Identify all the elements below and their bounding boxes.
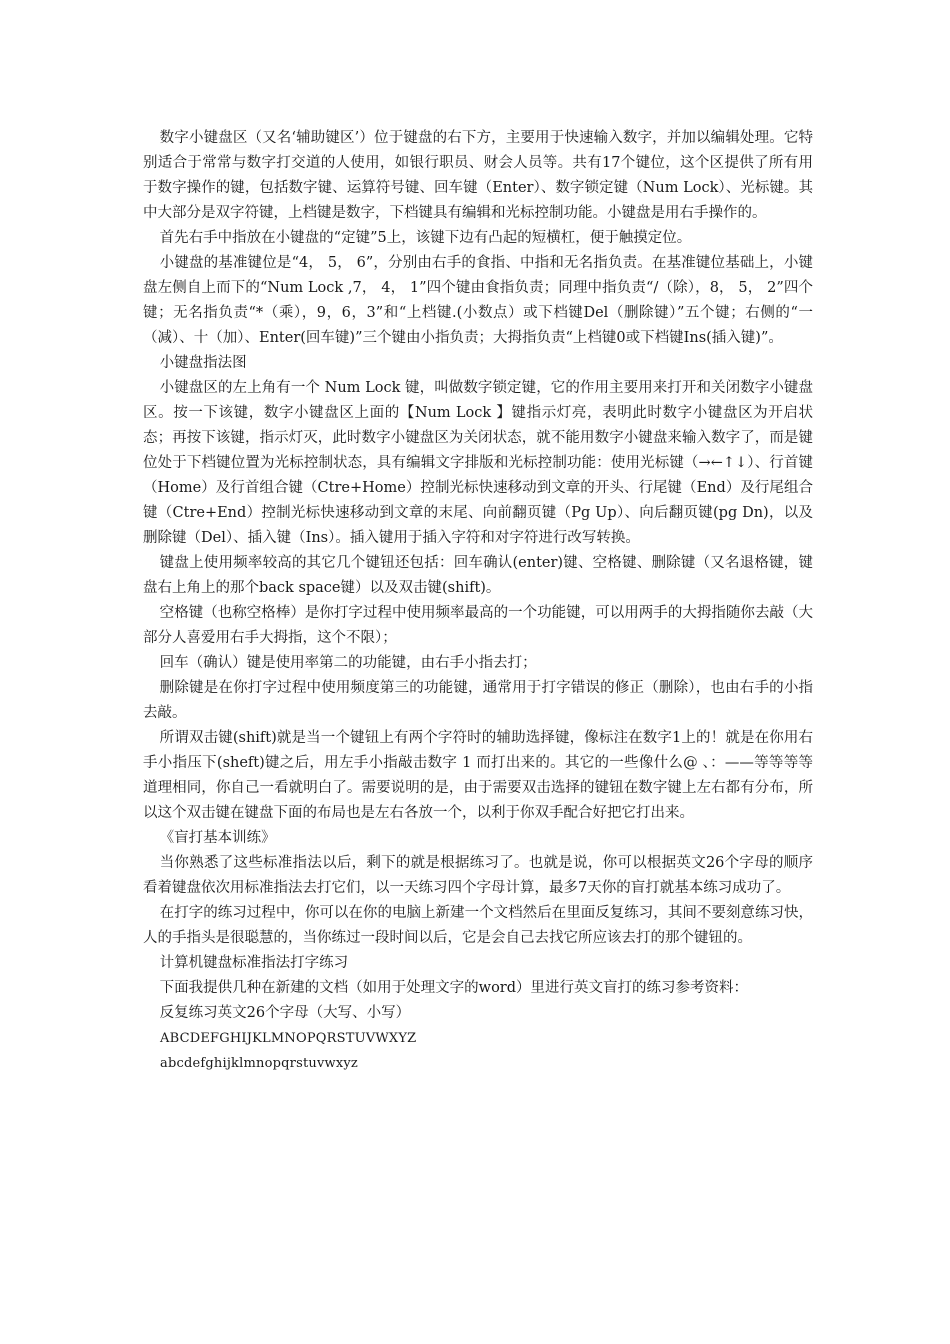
paragraph-shift-key: 所谓双击键(shift)就是当一个键钮上有两个字符时的辅助选择键，像标注在数字1上的！就是在你用右手小指压下(sheft)键之后，用左手小指敲击数字 1 而打出来的。其它的一些像什么@ 、：——等等等等道理相同，你自己一看就明白了。需要说明的是，由于需要双击选择的键钮在数字键上左右都有分布，所以这个双击键在键盘下面的布局也是左右各放一个，以利于你双手配合好把它打出来。 [143, 730, 813, 821]
paragraph-enter-key: 回车（确认）键是使用率第二的功能键，由右手小指去打； [159, 655, 537, 671]
paragraph-base-keys: 小键盘的基准键位是“4， 5， 6”，分别由右手的食指、中指和无名指负责。在基准键位基础上，小键盘左侧自上而下的“Num Lock ,7， 4， 1”四个键由食指负责；同理中指负责“/（除），8， 5， 2”四个键；无名指负责“*（乘），9，6，3”和“上档键.(小数点）或下档键Del（删除键）”五个键；右侧的“一（减）、十（加）、Enter(回车键)”三个键由小指负责；大拇指负责“上档键0或下档键Ins(插入键)”。 [143, 255, 813, 346]
paragraph-delete-key: 删除键是在你打字过程中使用频度第三的功能键，通常用于打字错误的修正（删除），也由右手的小指去敲。 [143, 680, 813, 721]
paragraph-alphabet-instruction: 反复练习英文26个字母（大写、小写） [159, 1005, 411, 1021]
paragraph-practice-tips: 在打字的练习过程中，你可以在你的电脑上新建一个文档然后在里面反复练习，其间不要刻意练习快，人的手指头是很聪慧的，当你练过一段时间以后，它是会自己去找它所应该去打的那个键钮的。 [143, 905, 813, 946]
paragraph-exercise-title: 计算机键盘标准指法打字练习 [159, 955, 349, 971]
paragraph-exercise-intro: 下面我提供几种在新建的文档（如用于处理文字的word）里进行英文盲打的练习参考资料： [159, 980, 749, 996]
paragraph-blind-typing-title: 《盲打基本训练》 [159, 830, 276, 846]
alphabet-uppercase: ABCDEFGHIJKLMNOPQRSTUVWXYZ [160, 1031, 417, 1046]
paragraph-home-key: 首先右手中指放在小键盘的“定键”5上，该键下边有凸起的短横杠，便于触摸定位。 [159, 230, 692, 246]
paragraph-numpad-figure-title: 小键盘指法图 [159, 355, 247, 371]
paragraph-numpad-intro: 数字小键盘区（又名‘辅助键区’）位于键盘的右下方，主要用于快速输入数字，并加以编辑处理。它特别适合于常常与数字打交道的人使用，如银行职员、财会人员等。共有17个键位，这个区提供了所有用于数字操作的键，包括数字键、运算符号键、回车键（Enter）、数字锁定键（Num Lock）、光标键。其中大部分是双字符键，上档键是数字，下档键具有编辑和光标控制功能。小键盘是用右手操作的。 [143, 130, 813, 221]
document-body [143, 126, 813, 1076]
alphabet-lowercase: abcdefghijklmnopqrstuvwxyz [160, 1056, 358, 1071]
paragraph-practice-plan: 当你熟悉了这些标准指法以后，剩下的就是根据练习了。也就是说，你可以根据英文26个字母的顺序看着键盘依次用标准指法去打它们，以一天练习四个字母计算，最多7天你的盲打就基本练习成功了。 [143, 855, 813, 896]
paragraph-num-lock: 小键盘区的左上角有一个 Num Lock 键，叫做数字锁定键，它的作用主要用来打开和关闭数字小键盘区。按一下该键，数字小键盘区上面的【Num Lock 】键指示灯亮，表明此时数字小键盘区为开启状态；再按下该键，指示灯灭，此时数字小键盘区为关闭状态，就不能用数字小键盘来输入数字了，而是键位处于下档键位置为光标控制状态，具有编辑文字排版和光标控制功能：使用光标键（→←↑↓）、行首键（Home）及行首组合键（Ctre+Home）控制光标快速移动到文章的开头、行尾键（End）及行尾组合键（Ctre+End）控制光标快速移动到文章的末尾、向前翻页键（Pg Up）、向后翻页键(pg Dn)，以及删除键（Del）、插入键（Ins）。插入键用于插入字符和对字符进行改写转换。 [143, 380, 813, 546]
paragraph-space-key: 空格键（也称空格棒）是你打字过程中使用频率最高的一个功能键，可以用两手的大拇指随你去敲（大部分人喜爱用右手大拇指，这个不限）； [143, 605, 813, 646]
paragraph-common-keys: 键盘上使用频率较高的其它几个键钮还包括：回车确认(enter)键、空格键、删除键（又名退格键，键盘右上角上的那个back space键）以及双击键(shift)。 [143, 555, 813, 596]
